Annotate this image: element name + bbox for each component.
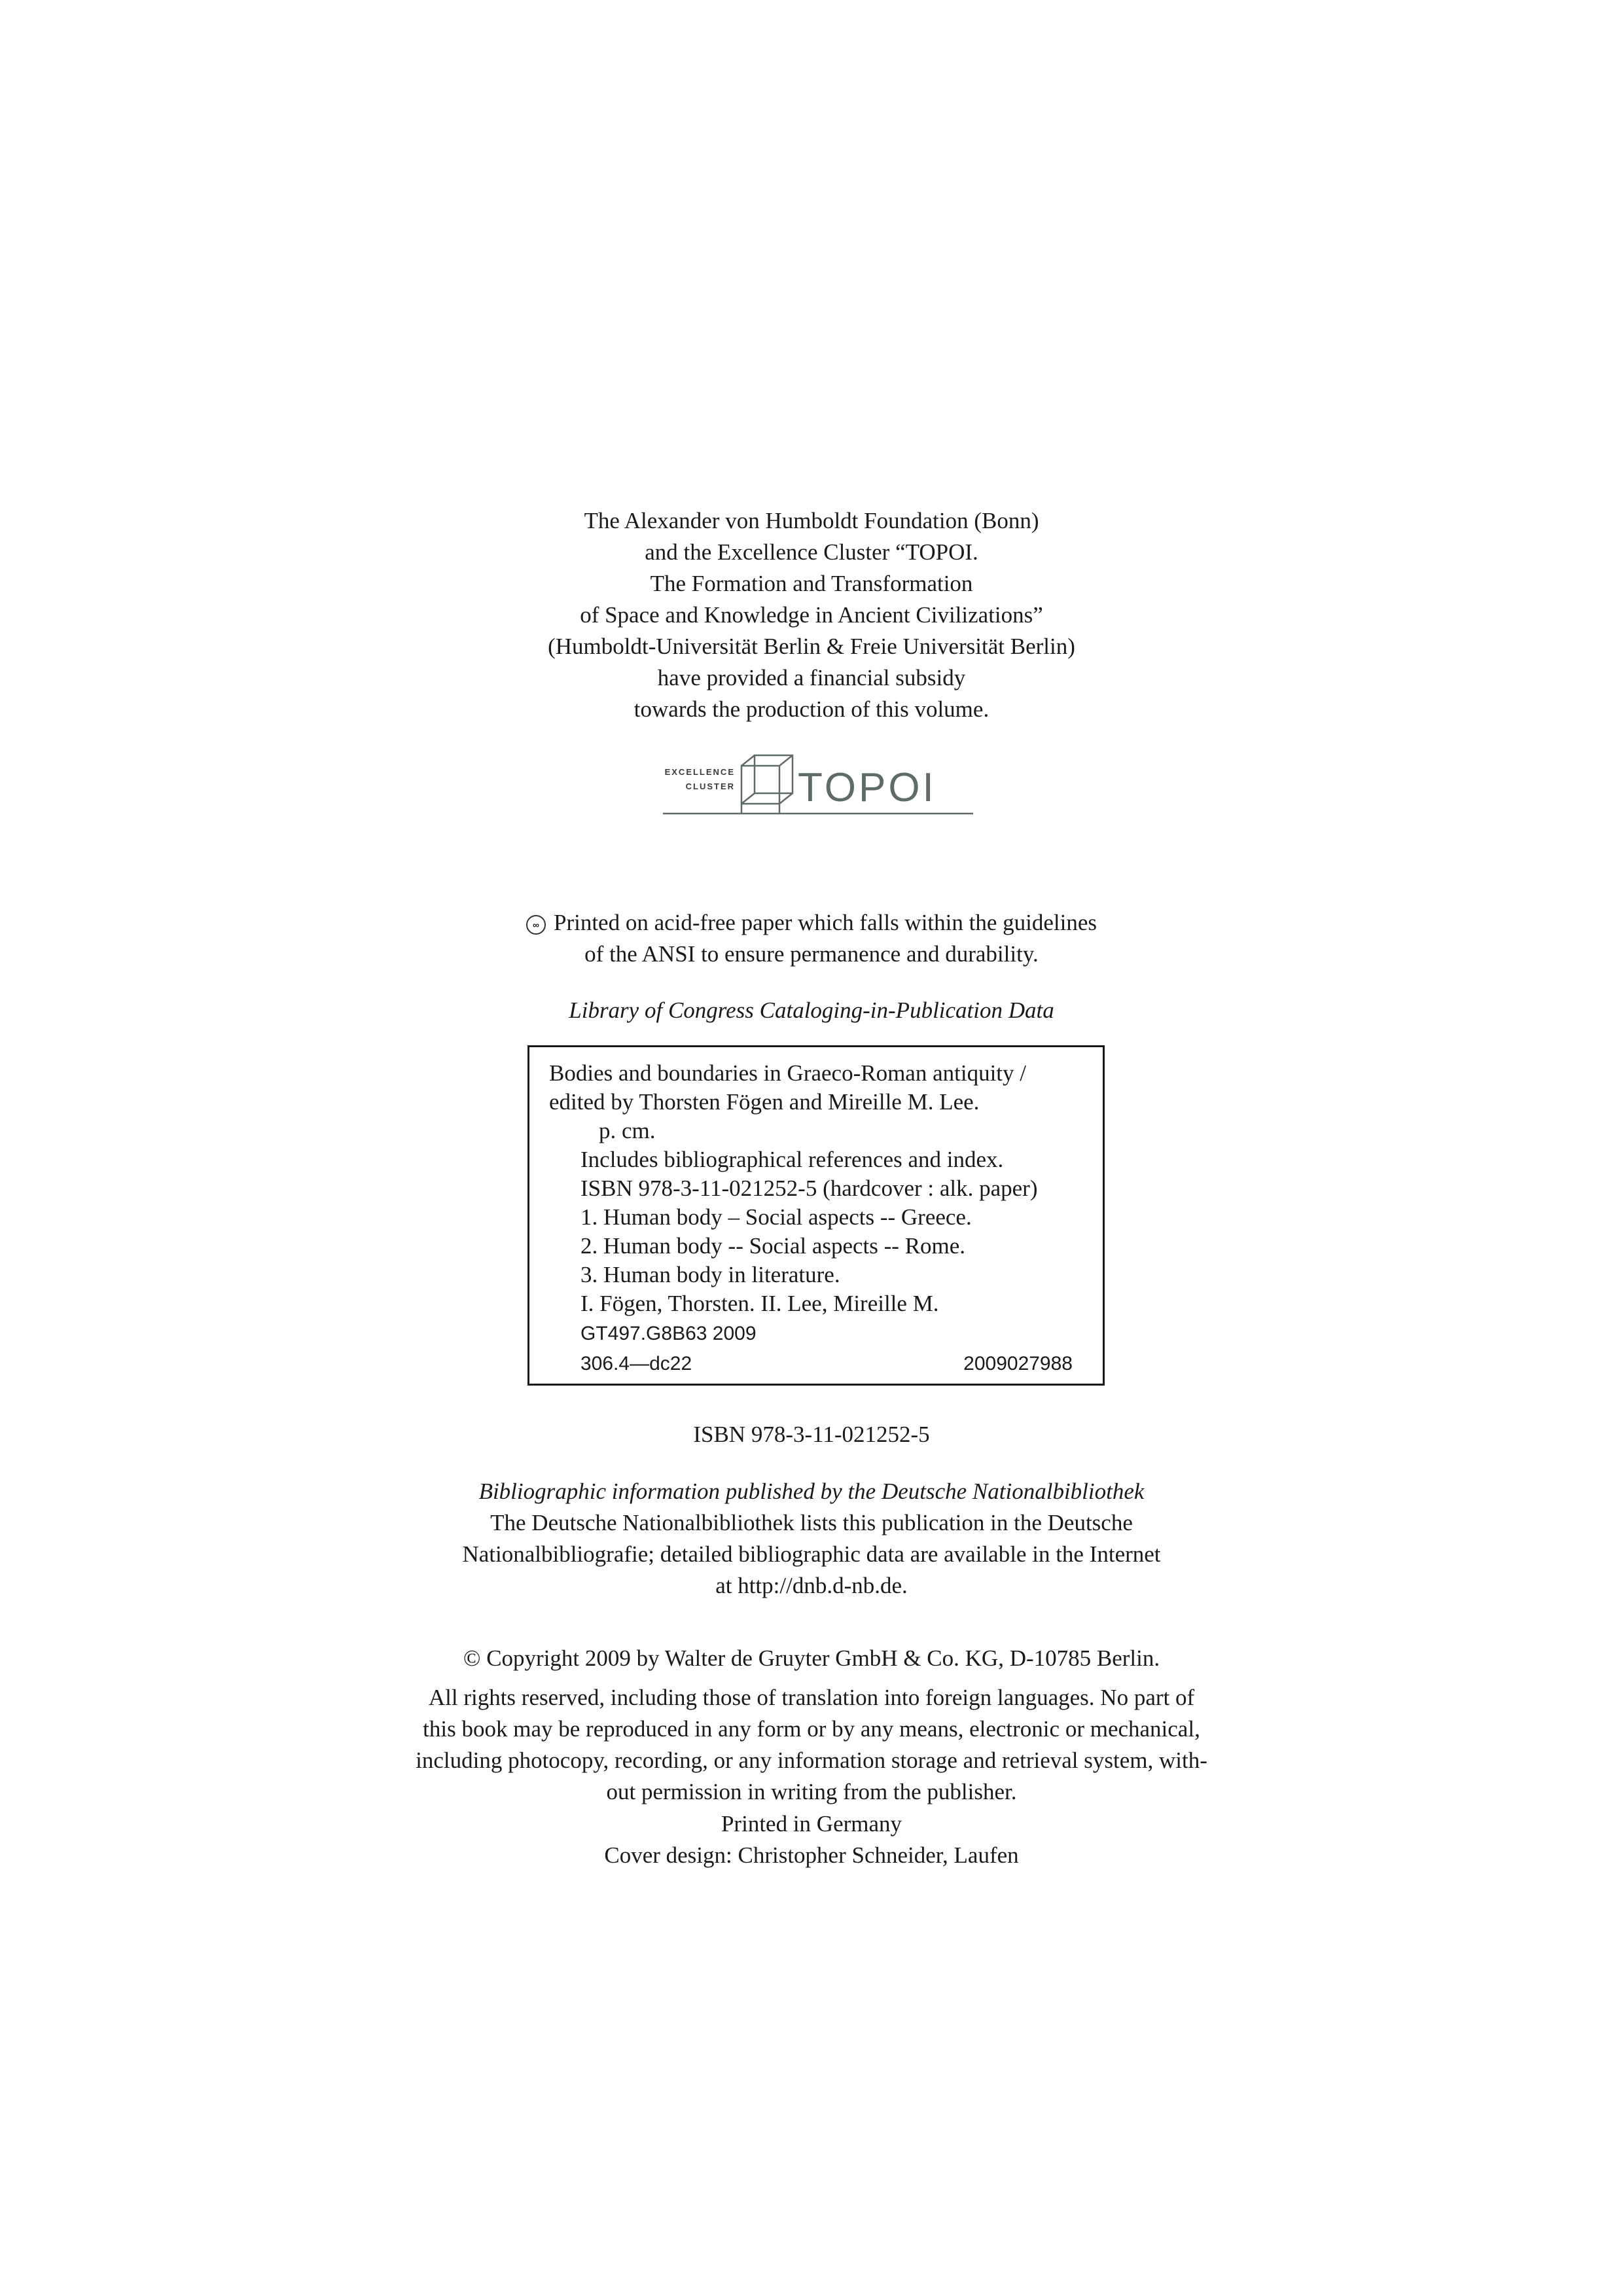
cip-line: 1. Human body – Social aspects -- Greece. xyxy=(580,1204,972,1230)
copyright-notice xyxy=(0,1643,1623,1674)
topoi-logo xyxy=(658,751,978,823)
printed-in-text: Printed in Germany xyxy=(721,1811,902,1837)
cip-line: 3. Human body in literature. xyxy=(580,1262,840,1287)
rights-notice xyxy=(0,1682,1623,1808)
isbn-line xyxy=(0,1419,1623,1450)
cip-line: Includes bibliographical references and index. xyxy=(580,1147,1004,1172)
funding-line: The Formation and Transformation xyxy=(650,571,973,596)
rights-line: out permission in writing from the publisher. xyxy=(606,1779,1017,1804)
cip-line: edited by Thorsten Fögen and Mireille M. Lee. xyxy=(549,1089,980,1115)
logo-cube-back xyxy=(755,755,793,793)
logo-cluster-text: CLUSTER xyxy=(685,781,735,791)
funding-line: (Humboldt-Universität Berlin & Freie Universität Berlin) xyxy=(548,634,1075,659)
cip-line: ISBN 978-3-11-021252-5 (hardcover : alk. paper) xyxy=(580,1175,1038,1201)
acid-free-paper-icon: ∞ xyxy=(526,915,546,935)
printing-info xyxy=(0,1808,1623,1871)
copyright-text: © Copyright 2009 by Walter de Gruyter GmbH & Co. KG, D-10785 Berlin. xyxy=(463,1645,1160,1671)
cip-heading xyxy=(0,995,1623,1026)
funding-line: towards the production of this volume. xyxy=(633,696,990,722)
cip-line: p. cm. xyxy=(599,1118,656,1143)
dnb-line: The Deutsche Nationalbibliothek lists this publication in the Deutsche xyxy=(490,1510,1133,1535)
cip-heading-text: Library of Congress Cataloging-in-Publication Data xyxy=(569,997,1054,1023)
paper-note-line: of the ANSI to ensure permanence and durability. xyxy=(584,941,1039,967)
funding-line: The Alexander von Humboldt Foundation (Bonn) xyxy=(584,508,1039,533)
cip-record-box xyxy=(527,1045,1105,1386)
rights-line: including photocopy, recording, or any information storage and retrieval system, with- xyxy=(416,1748,1207,1773)
paper-note xyxy=(0,907,1623,970)
paper-note-line: Printed on acid-free paper which falls within the guidelines xyxy=(553,910,1097,935)
rights-line: All rights reserved, including those of translation into foreign languages. No part of xyxy=(428,1685,1195,1710)
cip-line: I. Fögen, Thorsten. II. Lee, Mireille M. xyxy=(580,1291,939,1316)
cip-classification: 306.4—dc22 xyxy=(580,1353,692,1374)
dnb-info xyxy=(0,1476,1623,1602)
dnb-line: at http://dnb.d-nb.de. xyxy=(715,1573,908,1598)
rights-line: this book may be reproduced in any form or by any means, electronic or mechanical, xyxy=(423,1716,1200,1742)
logo-brand-text: TOPOI xyxy=(798,765,936,810)
cover-design-text: Cover design: Christopher Schneider, Laufen xyxy=(604,1842,1019,1868)
cip-line: Bodies and boundaries in Graeco-Roman antiquity / xyxy=(549,1060,1027,1086)
funding-line: have provided a financial subsidy xyxy=(657,665,966,691)
logo-excellence-text: EXCELLENCE xyxy=(664,767,735,777)
cip-line: 2. Human body -- Social aspects -- Rome. xyxy=(580,1233,966,1259)
cip-line: GT497.G8B63 2009 xyxy=(580,1323,757,1344)
logo-cube-front xyxy=(741,766,779,804)
dnb-line: Nationalbibliografie; detailed bibliographic data are available in the Internet xyxy=(462,1541,1161,1567)
funding-line: and the Excellence Cluster “TOPOI. xyxy=(645,539,978,565)
cip-control-number: 2009027988 xyxy=(963,1353,1073,1374)
funding-line: of Space and Knowledge in Ancient Civilizations” xyxy=(580,602,1043,628)
isbn-text: ISBN 978-3-11-021252-5 xyxy=(693,1422,930,1447)
funding-statement xyxy=(0,505,1623,725)
dnb-heading: Bibliographic information published by the Deutsche Nationalbibliothek xyxy=(478,1479,1145,1504)
